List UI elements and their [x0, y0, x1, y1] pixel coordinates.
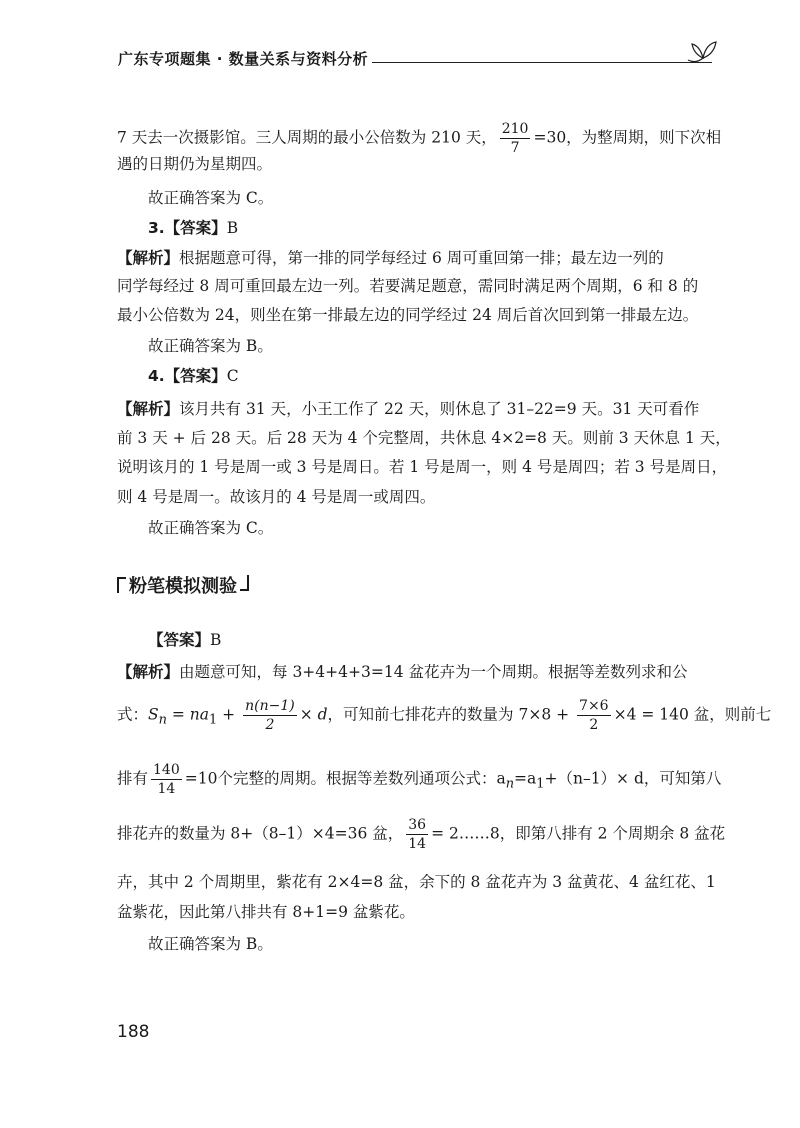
text-segment: 该月共有 31 天，小王工作了 22 天，则休息了 31–22=9 天。31 天可看作	[179, 400, 700, 418]
analysis-line: 盆紫花，因此第八排共有 8+1=9 盆紫花。	[117, 903, 415, 921]
answer-line: 故正确答案为 C。	[148, 189, 274, 207]
fraction	[243, 697, 297, 734]
answer-line: 故正确答案为 B。	[148, 337, 273, 355]
analysis-line: 卉，其中 2 个周期里，紫花有 2×4=8 盆，余下的 8 盆花卉为 3 盆黄花、4 盆红花、1	[117, 873, 716, 891]
formula-line	[117, 761, 722, 798]
text-segment: 根据题意可得，第一排的同学每经过 6 周可重回第一排；最左边一列的	[179, 249, 664, 267]
text-segment: 排花卉的数量为 8+（8–1）×4=36 盆，	[117, 824, 404, 843]
answer-line: 故正确答案为 B。	[148, 935, 273, 953]
analysis-line: 说明该月的 1 号是周一或 3 号是周日。若 1 号是周一，则 4 号是周四；若 3 号是周日，	[117, 458, 728, 476]
answer-value: B	[210, 631, 222, 649]
formula-subscript: 1	[209, 712, 218, 728]
answer-label: 4.【答案】	[148, 367, 227, 385]
analysis-line: 最小公倍数为 24，则坐在第一排最左边的同学经过 24 周后首次回到第一排最左边。	[117, 306, 699, 324]
fraction-denominator: 14	[157, 781, 176, 797]
text-segment: = 2……8，即第八排有 2 个周期余 8 盆花	[431, 824, 726, 843]
fraction-numerator: 210	[501, 121, 529, 137]
page-number: 188	[117, 1022, 150, 1042]
text-segment: +（n–1）× d，可知第八	[544, 769, 722, 788]
header-rule	[372, 62, 712, 63]
text-segment: 7 天去一次摄影馆。三人周期的最小公倍数为 210 天，	[117, 128, 497, 147]
fraction	[406, 816, 428, 853]
fraction-numerator: 7×6	[579, 698, 609, 714]
paragraph-line: 遇的日期仍为星期四。	[117, 155, 273, 173]
analysis-label: 【解析】	[117, 400, 180, 418]
text-segment: ×4 = 140 盆，则前七	[613, 705, 772, 724]
text-segment: =a	[514, 769, 537, 788]
formula-subscript: n	[505, 776, 515, 792]
analysis-line	[117, 248, 717, 268]
answer-value: B	[226, 219, 239, 237]
analysis-line: 前 3 天 + 后 28 天。后 28 天为 4 个完整周，共休息 4×2=8 天。则前 3 天休息 1 天，	[117, 429, 731, 447]
answer-label: 【答案】	[148, 631, 211, 649]
question-4-answer	[148, 366, 748, 386]
text-segment: 由题意可知，每 3+4+4+3=14 盆花卉为一个周期。根据等差数列求和公	[179, 663, 688, 681]
fraction-numerator: n(n−1)	[245, 698, 295, 714]
formula-operator: +	[217, 705, 241, 724]
fraction-denominator: 7	[510, 140, 520, 156]
formula-line	[117, 816, 726, 853]
fraction-denominator: 2	[589, 717, 599, 733]
fraction-numerator: 36	[408, 817, 427, 833]
formula-line	[117, 697, 772, 734]
analysis-label: 【解析】	[117, 663, 180, 681]
fraction	[151, 761, 182, 798]
mock-answer	[148, 630, 748, 650]
analysis-line	[117, 662, 717, 682]
answer-value: C	[226, 367, 239, 385]
formula-subscript: 1	[536, 776, 545, 792]
analysis-line: 同学每经过 8 周可重回最左边一列。若要满足题意，需同时满足两个周期，6 和 8 的	[117, 277, 699, 295]
text-segment: ，可知前七排花卉的数量为 7×8 +	[327, 705, 575, 724]
section-title: 粉笔模拟测验	[129, 576, 237, 597]
sprout-icon	[686, 36, 720, 66]
analysis-line: 则 4 号是周一。故该月的 4 号是周一或周四。	[117, 488, 436, 506]
running-header: 广东专项题集 · 数量关系与资料分析	[118, 50, 369, 68]
text-segment: =30，为整周期，则下次相	[533, 128, 722, 147]
fraction-numerator: 140	[153, 762, 180, 778]
answer-label: 3.【答案】	[148, 219, 227, 237]
question-3-answer	[148, 218, 748, 238]
answer-line: 故正确答案为 C。	[148, 519, 274, 537]
analysis-line	[117, 399, 717, 419]
fraction-denominator: 2	[265, 717, 275, 733]
fraction	[500, 120, 531, 157]
text-segment: =10个完整的周期。根据等差数列通项公式：a	[184, 769, 506, 788]
formula-symbol: S	[148, 705, 159, 724]
formula-symbol: × d	[299, 705, 328, 724]
analysis-label: 【解析】	[117, 249, 180, 267]
fraction	[577, 697, 611, 734]
bracket-right-icon	[240, 575, 249, 591]
text-segment: 排有	[117, 769, 149, 788]
paragraph-line	[117, 120, 722, 157]
fraction-denominator: 14	[408, 836, 427, 852]
bracket-left-icon	[117, 577, 126, 593]
formula-symbol: = na	[166, 705, 210, 724]
section-heading	[117, 572, 249, 598]
formula-subscript: n	[158, 712, 167, 728]
text-segment: 式：	[117, 705, 149, 724]
